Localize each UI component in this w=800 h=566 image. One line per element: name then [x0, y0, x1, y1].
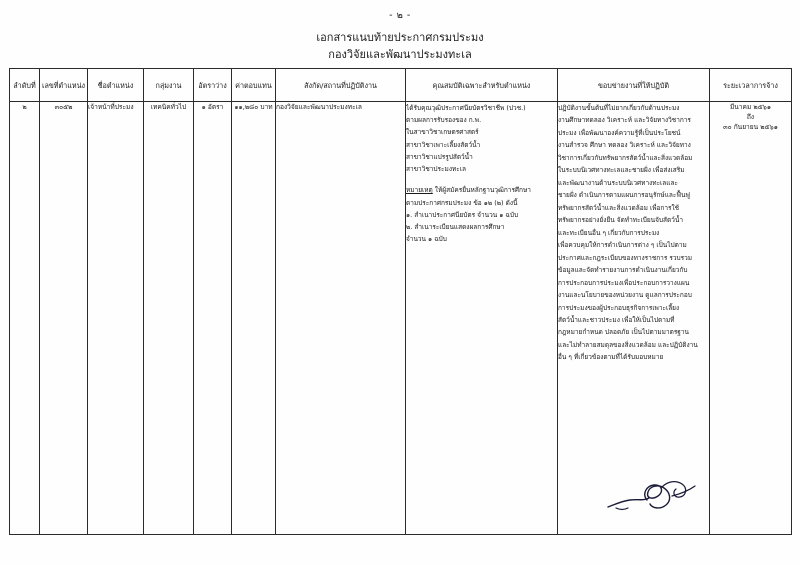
- document-subtitle: กองวิจัยและพัฒนาประมงทะเล: [328, 47, 472, 61]
- note-intro: ให้ผู้สมัครยื่นหลักฐานวุฒิการศึกษา: [434, 186, 531, 195]
- text-line: ๓๐ กันยายน ๒๕๖๑: [723, 123, 778, 132]
- qualifications-spacer: [406, 175, 557, 184]
- cell-duration: [710, 102, 792, 535]
- cell-qualifications: [406, 102, 558, 535]
- position-details-table: [9, 68, 792, 535]
- cell-affiliation: กองวิจัยและพัฒนาประมงทะเล: [276, 102, 406, 535]
- page-number: - ๒ -: [389, 10, 411, 21]
- text-line: ตามผลการรับรองของ ก.พ.: [406, 116, 482, 125]
- text-line: อื่น ๆ ที่เกี่ยวข้องตามที่ได้รับมอบหมาย: [558, 353, 664, 362]
- text-line: ชายฝั่ง ดำเนินการตามแผนการอนุรักษ์และฟื้นฟู: [558, 191, 691, 200]
- cell-position-number: ๓๐๕๒: [40, 102, 88, 535]
- text-line: การประมงของผู้ประกอบธุรกิจการเพาะเลี้ยง: [558, 303, 680, 312]
- text-line: สัตว์น้ำและชาวประมง เพื่อให้เป็นไปตามที่: [558, 315, 675, 324]
- text-line: ได้รับคุณวุฒิประกาศนียบัตรวิชาชีพ (ปวช.): [406, 104, 526, 112]
- text-line: สาขาวิชาเพาะเลี้ยงสัตว์น้ำ: [406, 140, 481, 149]
- cell-sequence: ๒: [10, 102, 40, 535]
- table-header-row: [10, 69, 792, 102]
- text-line: และไม่ทำลายสมดุลของสิ่งแวดล้อม และปฏิบัติงาน: [558, 340, 698, 349]
- text-line: การประกอบการประมงเพื่อประกอบการวางแผน: [558, 278, 690, 287]
- cell-vacancy: ๑ อัตรา: [194, 102, 232, 535]
- text-line: ในระบบนิเวศทางทะเลและชายฝั่ง เพื่อส่งเสริม: [558, 166, 685, 175]
- job-scope-wrapper: [558, 102, 709, 522]
- text-line: สาขาวิชาประมงทะเล: [406, 165, 466, 174]
- cell-job-scope: [558, 102, 710, 535]
- text-line: มีนาคม ๒๕๖๑: [729, 103, 772, 111]
- duration-list: [710, 102, 791, 133]
- document-title: เอกสารแนบท้ายประกาศกรมประมง: [316, 31, 484, 44]
- text-line: เพื่อควบคุมให้การดำเนินการต่าง ๆ เป็นไปตาม: [558, 241, 687, 250]
- note-lines-list: [406, 197, 557, 246]
- table-row: [10, 102, 792, 535]
- header-position-number: เลขที่ตำแหน่ง: [40, 69, 88, 102]
- header-work-group: กลุ่มงาน: [144, 69, 194, 102]
- signature-mark: [602, 474, 697, 516]
- text-line: ปฏิบัติงานขั้นต้นที่ไม่ยากเกี่ยวกับด้านประมง: [558, 104, 680, 112]
- text-line: ข้อมูลและจัดทำรายงานการดำเนินงานเกี่ยวกับ: [558, 266, 688, 275]
- cell-compensation: ๑๑,๒๘๐ บาท: [232, 102, 276, 535]
- text-line: วิชาการเกี่ยวกับทรัพยากรสัตว์น้ำและสิ่งแวดล้อม: [558, 153, 693, 162]
- text-line: ๒. สำเนาระเบียนแสดงผลการศึกษา: [406, 222, 505, 231]
- text-line: ในสาขาวิชาเกษตรศาสตร์: [406, 128, 479, 137]
- text-line: และพัฒนางานด้านระบบนิเวศทางทะเลและ: [558, 178, 678, 187]
- text-line: จำนวน ๑ ฉบับ: [406, 235, 447, 244]
- cell-work-group: เทคนิคทั่วไป: [144, 102, 194, 535]
- header-duration: ระยะเวลาการจ้าง: [710, 69, 792, 102]
- header-position-name: ชื่อตำแหน่ง: [88, 69, 144, 102]
- text-line: ทรัพยากรอย่างยั่งยืน จัดทำทะเบียนจับสัตว์น้ำ: [558, 216, 683, 225]
- text-line: ประกาศและกฎระเบียบของทางราชการ รวบรวม: [558, 253, 693, 262]
- header-sequence: ลำดับที่: [10, 69, 40, 102]
- note-heading: [406, 184, 557, 196]
- text-line: งานสำรวจ ศึกษา ทดลอง วิเคราะห์ และวิจัยทาง: [558, 141, 691, 150]
- header-job-scope: ขอบข่ายงานที่ให้ปฏิบัติ: [558, 69, 710, 102]
- text-line: ประมง เพื่อพัฒนาองค์ความรู้ที่เป็นประโยชน์: [558, 128, 681, 137]
- text-line: งานศึกษาทดลอง วิเคราะห์ และวิจัยทางวิชาการ: [558, 116, 691, 125]
- job-scope-list: [558, 102, 709, 364]
- text-line: สาขาวิชาแปรรูปสัตว์น้ำ: [406, 152, 473, 161]
- text-line: ถึง: [746, 113, 755, 122]
- text-line: และทะเบียนอื่น ๆ เกี่ยวกับการประมง: [558, 228, 660, 237]
- cell-position-name: เจ้าหน้าที่ประมง: [88, 102, 144, 535]
- header-affiliation: สังกัด/สถานที่ปฏิบัติงาน: [276, 69, 406, 102]
- qualifications-list: [406, 102, 557, 175]
- text-line: ๑. สำเนาประกาศนียบัตร จำนวน ๑ ฉบับ: [406, 210, 519, 219]
- header-compensation: ค่าตอบแทน: [232, 69, 276, 102]
- header-qualifications: คุณสมบัติเฉพาะสำหรับตำแหน่ง: [406, 69, 558, 102]
- text-line: ทรัพยากรสัตว์น้ำและสิ่งแวดล้อม เพื่อการใช้: [558, 203, 680, 212]
- note-label: หมายเหตุ: [406, 186, 433, 195]
- text-line: กฎหมายกำหนด ปลอดภัย เป็นไปตามมาตรฐาน: [558, 328, 689, 337]
- header-vacancy: อัตราว่าง: [194, 69, 232, 102]
- text-line: งานและนโยบายของหน่วยงาน ดูแลการประกอบ: [558, 291, 692, 300]
- text-line: ตามประกาศกรมประมง ข้อ ๑๒ (๒) ดังนี้: [406, 198, 518, 207]
